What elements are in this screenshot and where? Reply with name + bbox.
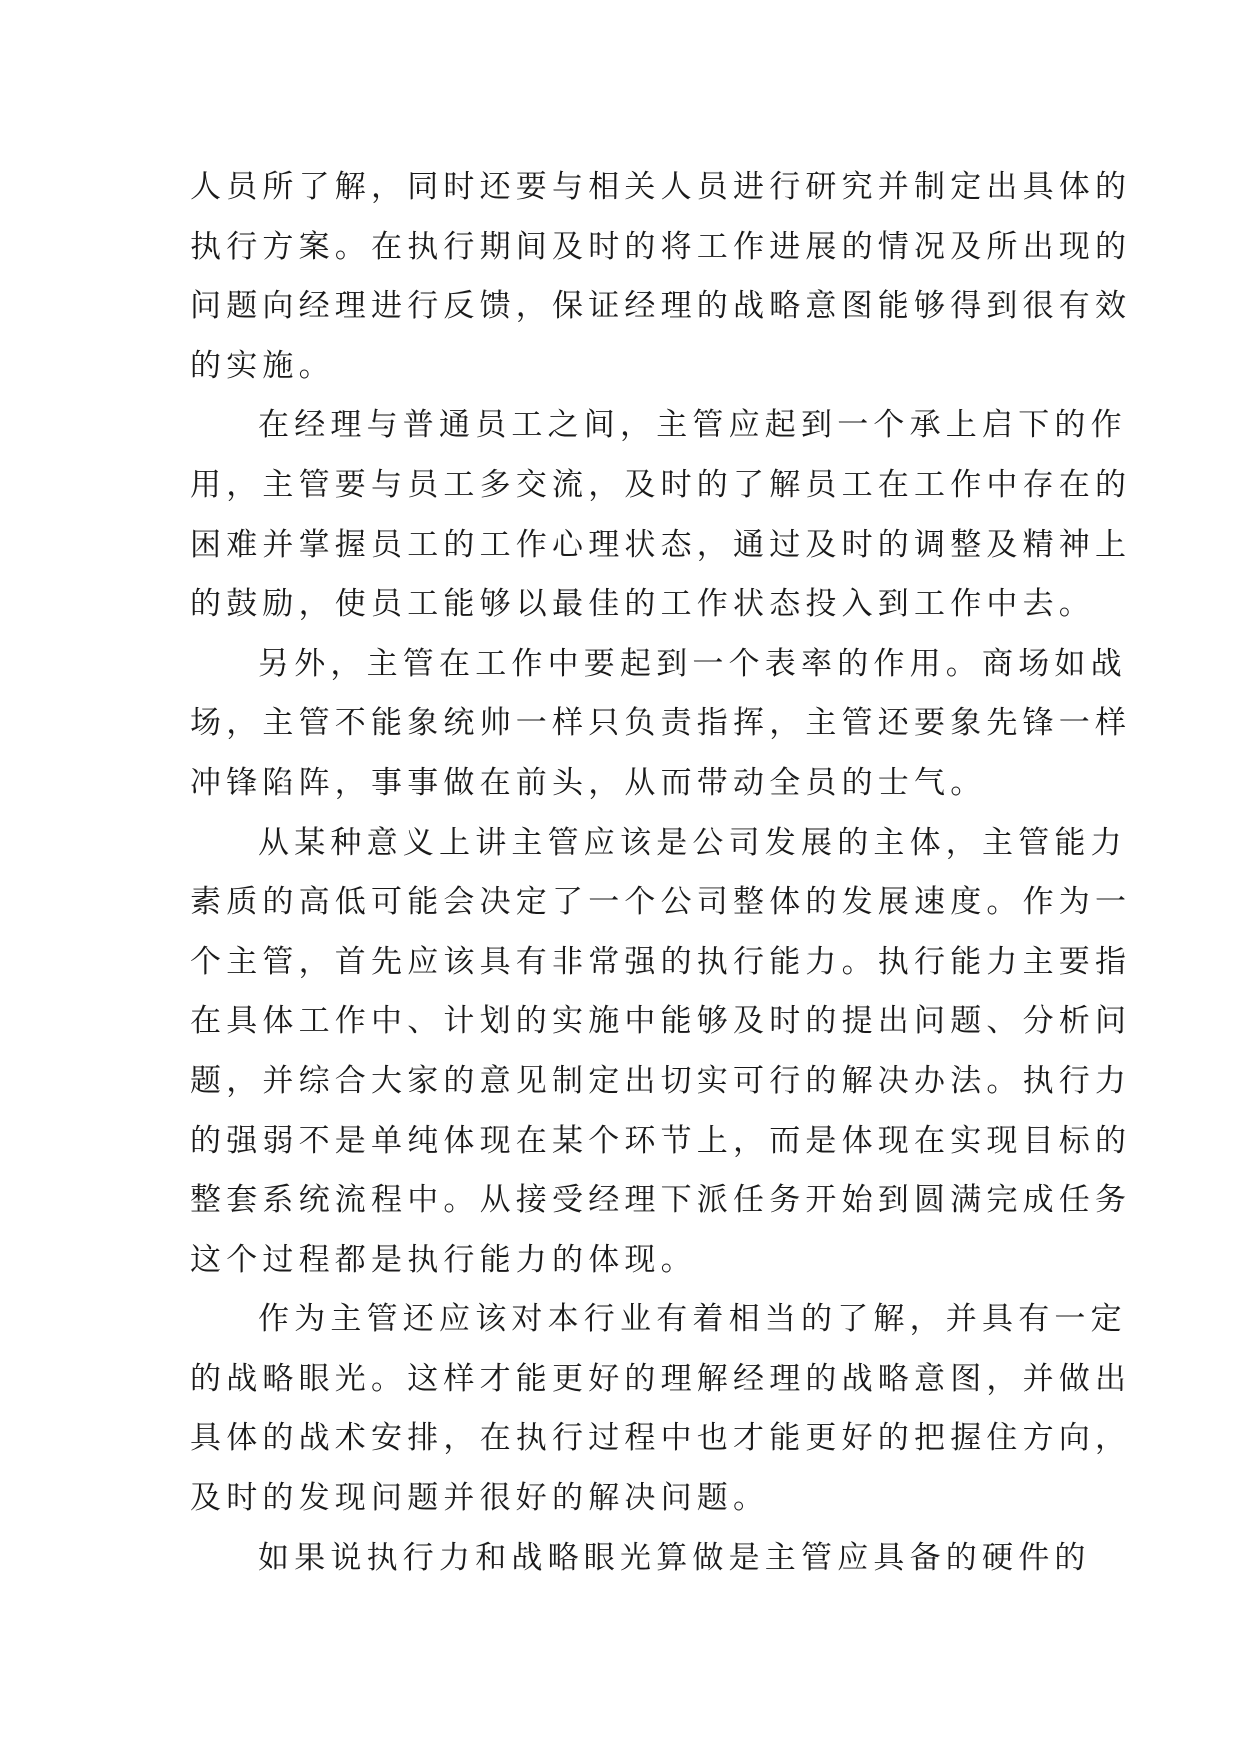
text-line: 在具体工作中、计划的实施中能够及时的提出问题、分析问 [190,1003,1132,1040]
document-page [190,158,1132,1588]
paragraph-first-line: 如果说执行力和战略眼光算做是主管应具备的硬件的 [258,1539,1091,1576]
text-line: 困难并掌握员工的工作心理状态，通过及时的调整及精神上 [190,526,1132,563]
text-line: 整套系统流程中。从接受经理下派任务开始到圆满完成任务 [190,1182,1132,1219]
text-line: 问题向经理进行反馈，保证经理的战略意图能够得到很有效 [190,288,1132,325]
text-line: 的强弱不是单纯体现在某个环节上，而是体现在实现目标的 [190,1122,1132,1159]
text-line: 这个过程都是执行能力的体现。 [190,1241,697,1278]
text-line: 场，主管不能象统帅一样只负责指挥，主管还要象先锋一样 [190,705,1132,742]
text-line: 的鼓励，使员工能够以最佳的工作状态投入到工作中去。 [190,586,1095,623]
text-line: 用，主管要与员工多交流，及时的了解员工在工作中存在的 [190,466,1132,503]
text-line: 冲锋陷阵，事事做在前头，从而带动全员的士气。 [190,764,987,801]
text-line: 人员所了解，同时还要与相关人员进行研究并制定出具体的 [190,169,1132,205]
text-line: 具体的战术安排，在执行过程中也才能更好的把握住方向， [190,1420,1132,1457]
text-line: 的战略眼光。这样才能更好的理解经理的战略意图，并做出 [190,1360,1132,1397]
paragraph-first-line: 另外，主管在工作中要起到一个表率的作用。商场如战 [258,645,1127,682]
text-line: 的实施。 [190,347,335,384]
text-line: 个主管，首先应该具有非常强的执行能力。执行能力主要指 [190,943,1132,980]
text-line: 题，并综合大家的意见制定出切实可行的解决办法。执行力 [190,1062,1132,1099]
paragraph-first-line: 作为主管还应该对本行业有着相当的了解，并具有一定 [258,1301,1127,1338]
text-line: 及时的发现问题并很好的解决问题。 [190,1480,770,1517]
paragraph-first-line: 在经理与普通员工之间，主管应起到一个承上启下的作 [258,407,1127,444]
text-line: 素质的高低可能会决定了一个公司整体的发展速度。作为一 [190,884,1132,921]
text-line: 执行方案。在执行期间及时的将工作进展的情况及所出现的 [190,228,1132,265]
paragraph-first-line: 从某种意义上讲主管应该是公司发展的主体，主管能力 [258,824,1127,861]
